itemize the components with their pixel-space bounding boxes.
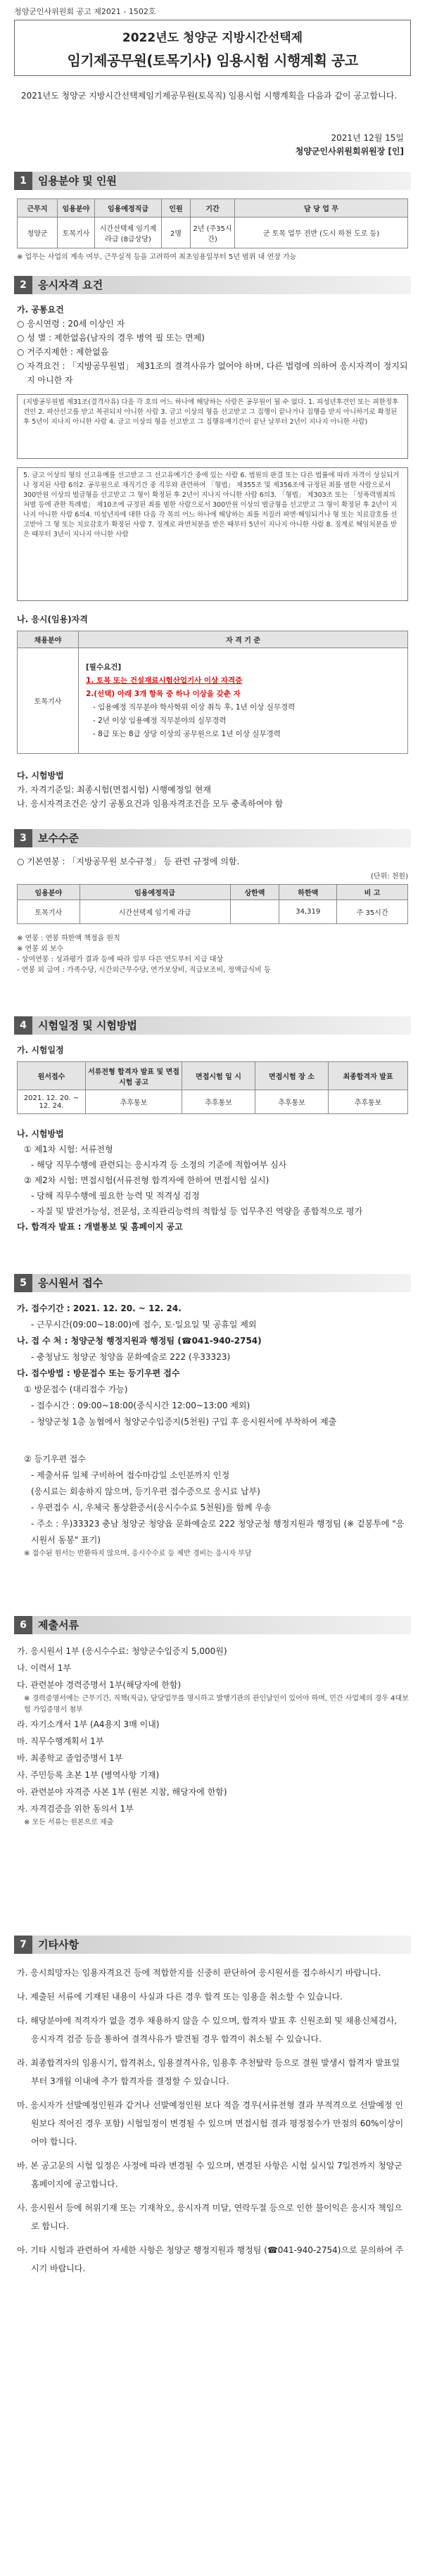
schedule-table [17,1061,408,1114]
document-item: 사. 주민등록 초본 1부 (병역사항 기재) [17,1770,160,1780]
criteria-line: [필수요건] [86,662,122,671]
section-title: 제출서류 [38,1619,79,1631]
section-title: 응시자격 요건 [38,279,103,291]
method-line: ※ 접수된 원서는 반환하지 않으며, 응시수수료 등 제반 경비는 응시자 부담 [24,1550,252,1558]
th-document-result: 서류전형 합격자 발표 및 면접시험 공고 [86,1062,182,1090]
other-item: 사. 응시원서 등에 허위기재 또는 기재착오, 응시자격 미달, 연락두절 등으로 인한 불이익은 응시자 책임으로 합니다. [17,2203,402,2231]
salary-notes [17,933,411,976]
td-field: 토목기사 [18,900,80,924]
salary-table [17,884,408,924]
section-number: 5 [14,1274,32,1292]
method-item: ① 제1차 시험: 서류전형 [24,1144,113,1154]
title-box [14,20,411,76]
section-number: 6 [14,1616,32,1634]
criteria-line: - 임용예정 직무분야 학사학위 이상 취득 후, 1년 이상 실무경력 [93,702,296,712]
other-item: 아. 기타 시험과 관련하여 자세한 사항은 청양군 행정지원과 행정팀 (☎041-940-2754)으로 문의하여 주시기 바랍니다. [17,2245,404,2273]
method-item: - 당해 직무수행에 필요한 능력 및 적격성 검정 [31,1191,200,1201]
application-line: - 충청남도 청양군 청양읍 문화예술로 222 (우33323) [31,1352,231,1362]
td-field: 토목기사 [18,648,79,754]
method-line: - 청양군청 1층 농협에서 청양군수입증지(5천원) 구입 후 응시원서에 부착하여 제출 [31,1417,337,1427]
document-item: ※ 모든 서류는 원본으로 제출 [24,1819,114,1826]
document-item: 라. 자기소개서 1부 (A4용지 3매 이내) [17,1719,160,1729]
section-title: 보수수준 [38,832,79,845]
title-line-2: 임기제공무원(토목기사) 임용시험 시행계획 공고 [67,52,358,69]
td-count: 2명 [162,217,191,248]
note-item: 나. 응시자격조건은 상기 공통요건과 임용자격조건을 모두 충족하여야 함 [17,799,284,809]
salary-note: - 상여연봉 : 성과평가 결과 등에 따라 일부 다른 연도부터 지급 대상 [17,956,224,964]
section-number: 3 [14,829,32,847]
th-period: 기간 [191,199,235,217]
salary-basis: ○ 기본연봉 : 「지방공무원 보수규정」 등 관련 규정에 의함. [17,857,240,866]
td-duty: 군 토목 업무 전반 (도시 하천 도로 등) [235,217,408,248]
section-number: 2 [14,276,32,294]
requirement-item: ○ 응시연령 : 20세 이상인 자 [17,319,125,329]
document-item: 다. 관련분야 경력증명서 1부(해당자에 한함) [17,1680,182,1690]
title-line-1: 2022년도 청양군 지방시간선택제 [122,31,303,45]
th-remark: 비 고 [337,885,408,900]
document-item: 나. 이력서 1부 [17,1663,72,1673]
th-field: 임용분야 [58,199,95,217]
required-documents [17,1643,411,1828]
section-bar [32,1616,411,1634]
method-line: - 주소 : 우)33323 충남 청양군 청양읍 문화예술로 222 청양군청 행정지원과 행정팀 (※ 겉봉투에 "응시원서 동봉" 표기) [31,1519,405,1545]
salary-note: ※ 연봉 외 보수 [17,945,64,953]
section-number: 7 [14,1936,32,1954]
th-application: 원서접수 [18,1062,86,1090]
method-item: 다. 합격자 발표 : 개별통보 및 홈페이지 공고 [17,1222,183,1232]
requirement-item: ○ 자격요건 : 「지방공무원법」 제31조의 결격사유가 없어야 하며, 다른 법령에 의하여 응시자격이 정지되지 아니한 자 [17,361,408,385]
method-line: (응시료는 회송하지 않으며, 등기우편 접수증으로 응시료 납부) [31,1486,260,1496]
section-bar [32,829,411,847]
th-criteria: 자 격 기 준 [79,631,408,648]
document-item: 아. 관련분야 자격증 사본 1부 (원본 지참, 해당자에 한함) [17,1787,227,1797]
method-line: - 접수시간 : 09:00~18:00(중식시간 12:00~13:00 제외) [31,1401,250,1410]
td-grade: 시간선택제 임기제 라급 (8급상당) [95,217,162,248]
other-matters [17,1964,404,2278]
th-interview-date: 면접시험 일 시 [182,1062,255,1090]
subsection-heading: 나. 응시(임용)자격 [17,614,88,624]
qualification-table [17,631,408,754]
section-1-header [14,172,411,190]
application-info [17,1301,411,1559]
other-item: 나. 제출된 서류에 기재된 내용이 사실과 다른 경우 합격 또는 임용을 취소할 수 있습니다. [17,1992,343,2002]
section-number: 4 [14,1016,32,1035]
td-remark: 주 35시간 [337,900,408,924]
other-item: 바. 본 공고문의 시험 일정은 사정에 따라 변경될 수 있으며, 변경된 사항은 시험 실시일 7일전까지 청양군 홈페이지에 공고합니다. [17,2161,402,2189]
section-bar [32,1936,411,1954]
application-place: 나. 접 수 처 : 청양군청 행정지원과 행정팀 (☎041-940-2754) [17,1336,262,1346]
document-item: 마. 직무수행계획서 1부 [17,1736,104,1746]
common-requirements [17,303,411,387]
section-4-header [14,1016,411,1035]
td-lower: 34,319 [279,900,337,924]
other-item: 가. 응시희망자는 임용자격요건 등에 적합한지를 신중히 판단하여 응시원서를 접수하시기 바랍니다. [17,1968,381,1978]
method-line [17,1430,411,1451]
method-item: - 자질 및 발전가능성, 전문성, 조직관리능력의 적합성 등 업무추진 역량을 종합적으로 평가 [31,1206,363,1216]
td-interview-place: 추후통보 [255,1090,329,1114]
subsection-heading: 가. 시험일정 [17,1045,64,1055]
section-6-header [14,1616,411,1634]
th-interview-place: 면접시험 장 소 [255,1062,329,1090]
th-count: 인원 [162,199,191,217]
disqualification-box-2: 5. 금고 이상의 형의 선고유예를 선고받고 그 선고유예기간 중에 있는 사람 6. 법원의 판결 또는 다른 법률에 따라 자격이 상실되거나 정지된 사람 6의2. 공무원으로 재직기간 중 직무와 관련하여 「형법」 제355조 및 제356조에 규정된 죄를 범한 사람으로서 300만원 이상의 벌금형을 선고받고 그 형이 확정된 후 2년이 지나지 아니한 사람 6의3. 「형법」 제303조 또는 「성폭력범죄의 처벌 등에 관한 특례법」 제10조에 규정된 죄를 범한 사람으로서 300만원 이상의 벌금형을 선고받고 그 형이 확정된 후 2년이 지나지 아니한 사람 6의4. 미성년자에 대한 다음 각 목의 어느 하나에 해당하는 죄를 저질러 파면·해임되거나 형 또는 치료감호를 선고받아 그 형 또는 치료감호가 확정된 사람 7. 징계로 파면처분을 받은 때부터 5년이 지나지 아니한 사람 8. 징계로 해임처분을 받은 때부터 3년이 지나지 아니한 사람 [17,467,408,601]
issuing-organization: 청양군인사위원회위원장 [인] [295,146,404,156]
criteria-line: 1. 토목 또는 건설재료시험산업기사 이상 자격증 [86,676,243,685]
salary-note: - 연봉 외 급여 : 가족수당, 시간외근무수당, 연가보상비, 직급보조비, 정액급식비 등 [17,966,271,974]
subsection-heading: 가. 공통요건 [17,305,64,315]
td-field: 토목기사 [58,217,95,248]
section-title: 응시원서 접수 [38,1277,103,1289]
th-grade: 임용예정직급 [95,199,162,217]
table-1-note: ※ 업무는 사업의 계속 여부, 근무실적 등을 고려하여 최초임용일부터 5년 범위 내 연장 가능 [17,253,297,261]
td-upper [230,900,279,924]
td-grade: 시간선택제 임기제 라급 [80,900,230,924]
method-line: - 우편접수 시, 우체국 통상환증서(응시수수료 5천원)를 함께 우송 [31,1503,272,1513]
td-workplace: 청양군 [18,217,58,248]
application-method: 다. 접수방법 : 방문접수 또는 등기우편 접수 [17,1368,180,1378]
other-item: 라. 최종합격자의 임용시기, 합격취소, 임용결격사유, 임용후 추천탈락 등으로 결원 발생시 합격자 발표일부터 3개월 이내에 추가 합격자를 결정할 수 있습니다. [17,2058,400,2086]
section-title: 기타사항 [38,1938,79,1951]
salary-unit: (단위: 천원) [371,873,408,880]
section-title: 시험일정 및 시험방법 [38,1019,137,1032]
criteria-line: - 8급 또는 8급 상당 이상의 공무원으로 1년 이상 실무경력 [93,729,281,738]
td-document-result: 추후통보 [86,1090,182,1114]
other-item: 마. 응시자가 선발예정인원과 같거나 선발예정인원 보다 적을 경우(서류전형 결과 부적격으로 선발예정 인원보다 적어진 경우 포함) 시험일정이 변경될 수 있으며 면접시험 결과 평정점수가 만점의 60%이상이어야 합니다. [17,2100,404,2147]
announcement-date: 2021년 12월 15일 [331,133,404,143]
section-2-header [14,276,411,294]
criteria-line: - 2년 이상 임용예정 직무분야의 실무경력 [93,716,227,725]
announcement-number: 청양군인사위원회 공고 제2021 - 1502호 [14,7,156,16]
requirement-item: ○ 거주지제한 : 제한없음 [17,347,109,357]
method-item: ② 제2차 시험: 면접시험(서류전형 합격자에 한하여 면접시험 실시) [24,1175,269,1185]
section-title: 임용분야 및 인원 [38,175,117,187]
td-final-result: 추후통보 [329,1090,408,1114]
note-item: 가. 자격기준일: 최종시험(면접시험) 시행예정일 현재 [17,785,211,795]
document-item: 바. 최종학교 졸업증명서 1부 [17,1753,123,1763]
th-field: 채용분야 [18,631,79,648]
application-line: - 근무시간(09:00~18:00)에 접수, 토·일요일 및 공휴일 제외 [31,1320,257,1330]
criteria-line: 2.(선택) 아래 3개 항목 중 하나 이상을 갖춘 자 [86,689,241,698]
method-line: - 제출서류 일체 구비하여 접수마감일 소인분까지 인정 [31,1470,230,1480]
other-item: 다. 해당분야에 적격자가 없을 경우 채용하지 않을 수 있으며, 합격자 발표 후 신원조회 및 채용신체검사, 응시자격 검증 등을 통하여 결격사유가 발견될 경우 합격이 취소될 수 있습니다. [17,2016,398,2044]
method-line: ② 등기우편 접수 [24,1454,86,1464]
td-interview-date: 추후통보 [182,1090,255,1114]
th-lower: 하한액 [279,885,337,900]
recruitment-table [17,198,408,248]
th-grade: 임용예정직급 [80,885,230,900]
document-item: 자. 자격검증을 위한 동의서 1부 [17,1804,134,1814]
document-item: 가. 응시원서 1부 (응시수수료: 청양군수입증지 5,000원) [17,1646,227,1656]
td-application: 2021. 12. 20. ~ 12. 24. [18,1090,86,1114]
method-line: ① 방문접수 (대리접수 가능) [24,1384,128,1394]
application-period: 가. 접수기간 : 2021. 12. 20. ~ 12. 24. [17,1303,182,1313]
exam-method [17,1126,411,1235]
th-duty: 담 당 업 무 [235,199,408,217]
section-number: 1 [14,172,32,190]
section-3-header [14,829,411,847]
salary-note: ※ 연봉 : 연봉 하한액 책정을 원칙 [17,935,120,942]
intro-text: 2021년도 청양군 지방시간선택제임기제공무원(토목직) 임용시험 시행계획을 다음과 같이 공고합니다. [21,91,398,101]
section-5-header [14,1274,411,1292]
subsection-heading: 다. 시험방법 [17,771,64,781]
disqualification-box-1: (지방공무원법 제31조(결격사유) 다음 각 호의 어느 하나에 해당하는 사람은 공무원이 될 수 없다. 1. 피성년후견인 또는 피한정후견인 2. 파산선고를 받고 복권되지 아니한 사람 3. 금고 이상의 형을 선고받고 그 집행이 끝나거나 집행을 받지 아니하기로 확정된 후 5년이 지나지 아니한 사람 4. 금고 이상의 형을 선고받고 그 집행유예기간이 끝난 날부터 2년이 지나지 아니한 사람) [17,394,408,459]
td-criteria [79,648,408,754]
subsection-heading: 나. 시험방법 [17,1129,64,1139]
document-item: ※ 경력증명서에는 근무기간, 직책(직급), 담당업무를 명시하고 발행기관의 관인날인이 있어야 하며, 민간 사업체의 경우 4대보험 가입증명서 첨부 [24,1695,409,1714]
th-workplace: 근무지 [18,199,58,217]
requirement-item: ○ 성 별 : 제한없음(남자의 경우 병역 필 또는 면제) [17,333,205,343]
method-item: - 해당 직무수행에 관련되는 응시자격 등 소정의 기준에 적합여부 심사 [31,1160,287,1170]
td-period: 2년 (주35시간) [191,217,235,248]
section-7-header [14,1936,411,1954]
th-upper: 상한액 [230,885,279,900]
th-field: 임용분야 [18,885,80,900]
qualification-notes [17,769,411,811]
th-final-result: 최종합격자 발표 [329,1062,408,1090]
